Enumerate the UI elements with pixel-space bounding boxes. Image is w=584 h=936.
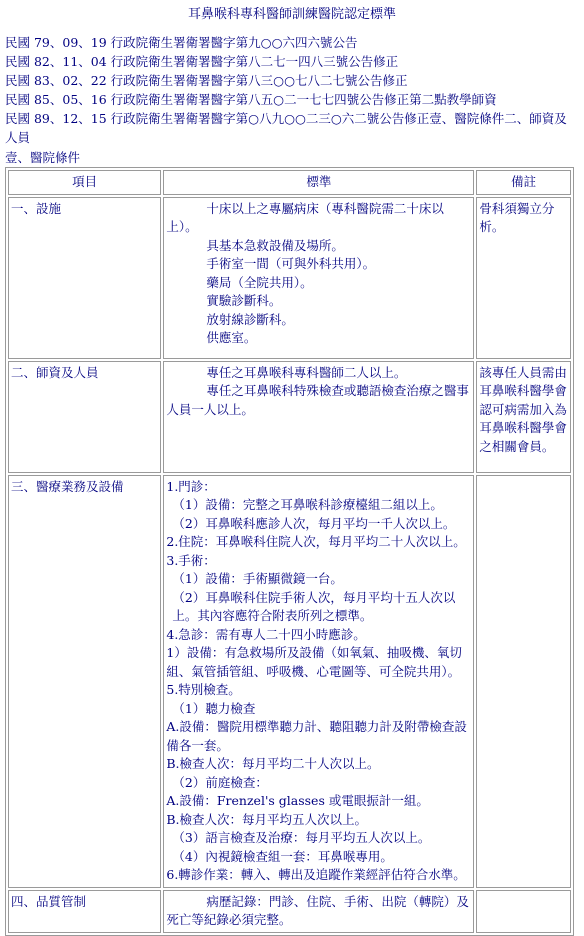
- history-line: 民國 82、11、04 行政院衛生署衛署醫字第八二七一四八三號公告修正: [5, 54, 399, 69]
- table-header-row: [8, 170, 571, 195]
- row-item: 四、品質管制: [8, 890, 161, 933]
- revision-history: [5, 33, 577, 147]
- row-item: 一、設施: [8, 197, 161, 359]
- row-item: 二、師資及人員: [8, 361, 161, 473]
- history-line: 民國 83、02、22 行政院衛生署衛署醫字第八三○○七八二七號公告修正: [5, 73, 408, 88]
- row-standard: 十床以上之專屬病床（專科醫院需二十床以上）。 具基本急救設備及場所。 手術室一間（可與外科共用）。 藥局（全院共用）。 實驗診斷科。 放射線診斷科。 供應室。: [163, 197, 474, 359]
- row-note: [476, 475, 571, 888]
- criteria-table: [5, 167, 574, 936]
- header-standard: 標準: [163, 170, 474, 195]
- table-row: [8, 890, 571, 933]
- table-row: [8, 361, 571, 473]
- history-line: 民國 85、05、16 行政院衛生署衛署醫字第八五○二一七七四號公告修正第二點教學師資: [5, 92, 497, 107]
- row-note: [476, 890, 571, 933]
- row-item: 三、醫療業務及設備: [8, 475, 161, 888]
- history-line: 民國 89、12、15 行政院衛生署衛署醫字第○八九○○二三○六二號公告修正壹、醫院條件二、師資及人員: [5, 111, 567, 145]
- page-title: 耳鼻喉科專科醫師訓練醫院認定標準: [187, 7, 396, 22]
- row-standard: 1.門診： （1）設備：完整之耳鼻喉科診療檯組二組以上。 （2）耳鼻喉科應診人次，每月平均一千人次以上。 2.住院：耳鼻喉科住院人次，每月平均二十人次以上。 3.手術： （1）設備：手術顯微鏡一台。 （2）耳鼻喉科住院手術人次，每月平均十五人次以上。其內容應符合附表所列之標準。 4.急診：需有專人二十四小時應診。 1）設備：有急救場所及設備（如氧氣、抽吸機、氧切組、氣管插管組、呼吸機、心電圖等、可全院共用）。 5.特別檢查。 （1）聽力檢查 A.設備：醫院用標準聽力計、聽阻聽力計及附帶檢查設備各一套。 B.檢查人次：每月平均二十人次以上。 （2）前庭檢查： A.設備：Frenzel's glasses 或電眼振計一組。 B.檢查人次：每月平均五人次以上。 （3）語言檢查及治療：每月平均五人次以上。 （4）內視鏡檢查組一套：耳鼻喉專用。 6.轉診作業：轉入、轉出及追蹤作業經評估符合水準。: [163, 475, 474, 888]
- header-note: 備註: [476, 170, 571, 195]
- history-line: 民國 79、09、19 行政院衛生署衛署醫字第九○○六四六號公告: [5, 35, 358, 50]
- row-note: 該專任人員需由耳鼻喉科醫學會認可病需加入為耳鼻喉科醫學會之相關會員。: [476, 361, 571, 473]
- row-standard: 專任之耳鼻喉科專科醫師二人以上。 專任之耳鼻喉科特殊檢查或聽語檢查治療之醫事人員一人以上。: [163, 361, 474, 473]
- row-note: 骨科須獨立分析。: [476, 197, 571, 359]
- header-item: 項目: [8, 170, 161, 195]
- section-heading: 壹、醫院條件: [5, 150, 81, 165]
- table-row: [8, 197, 571, 359]
- row-standard: 病歷記錄：門診、住院、手術、出院（轉院）及死亡等紀錄必須完整。: [163, 890, 474, 933]
- table-row: [8, 475, 571, 888]
